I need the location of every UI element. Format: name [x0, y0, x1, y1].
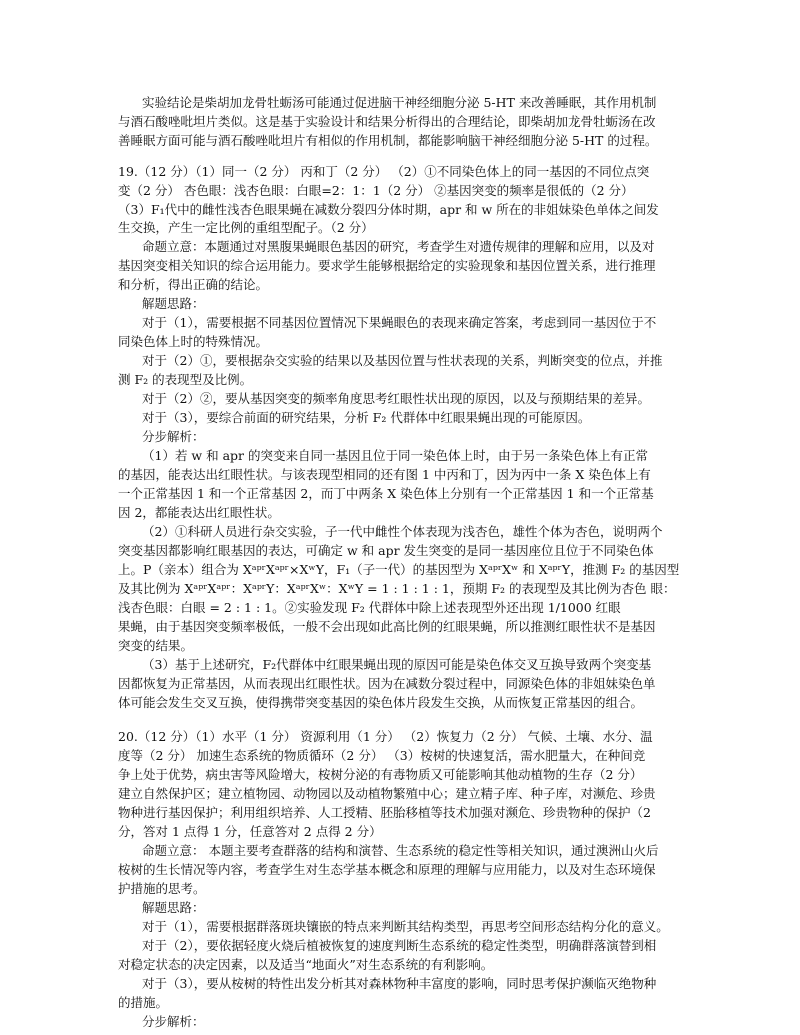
text-line: 对于（1），需要根据群落斑块镶嵌的特点来判断其结构类型，再思考空间形态结构分化的意义。	[142, 919, 669, 934]
text-line: 上。P（亲本）组合为 XᵃᵖʳXᵃᵖʳ×XʷY，F₁（子一代）的基因型为 XᵃᵖʳXʷ 和 XᵃᵖʳY，推测 F₂ 的基因型	[118, 562, 680, 577]
text-line: 度等（2 分） 加速生态系统的物质循环（2 分） （3）桉树的快速复活，需水肥量大，在种间竞	[118, 748, 646, 763]
text-line: 和分析，得出正确的结论。	[118, 277, 269, 292]
text-line: 分步解析：	[142, 429, 205, 444]
text-line: 分步解析：	[142, 1014, 205, 1029]
text-line: 护措施的思考。	[118, 881, 206, 896]
text-line: （3）F₁代中的雌性浅杏色眼果蝇在减数分裂四分体时期，apr 和 w 所在的非姐妹染色单体之间发	[118, 202, 659, 217]
text-line: （3）基于上述研究，F₂代群体中红眼果蝇出现的原因可能是染色体交叉互换导致两个突变基	[142, 657, 652, 672]
text-line: 对于（3），要综合前面的研究结果，分析 F₂ 代群体中红眼果蝇出现的可能原因。	[142, 410, 591, 425]
text-line: 因 2，都能表达出红眼性状。	[118, 505, 280, 520]
text-line: （1）若 w 和 apr 的突变来自同一基因且位于同一染色体上时，由于另一条染色体上有正常	[142, 448, 648, 463]
text-line: 浅杏色眼：白眼 = 2 : 1 : 1。②实验发现 F₂ 代群体中除上述表现型外还出现 1/1000 红眼	[118, 600, 621, 615]
text-line: 建立自然保护区；建立植物园、动物园以及动植物繁殖中心；建立精子库、种子库，对濒危、珍贵	[118, 786, 656, 801]
text-line: 对于（2），要依据轻度火烧后植被恢复的速度判断生态系统的稳定性类型，明确群落演替到相	[142, 938, 657, 953]
text-line: 对稳定状态的决定因素，以及适当“地面火”对生态系统的有利影响。	[118, 957, 494, 972]
text-line: 变（2 分） 杏色眼：浅杏色眼：白眼=2：1：1（2 分） ②基因突变的频率是很低的（2 分）	[118, 183, 634, 198]
text-line: （2）①科研人员进行杂交实验，子一代中雌性个体表现为浅杏色，雄性个体为杏色，说明两个	[142, 524, 663, 539]
text-line: 与酒石酸唑吡坦片类似。这是基于实验设计和结果分析得出的合理结论，即柴胡加龙骨牡蛎汤在改	[118, 114, 656, 129]
text-line: 因都恢复为正常基因，从而表现出红眼性状。因为在减数分裂过程中，同源染色体的非姐妹染色单	[118, 676, 656, 691]
text-line: 体可能会发生交叉互换，使得携带突变基因的染色体片段发生交换，从而恢复正常基因的组合。	[118, 695, 644, 710]
text-line: 的措施。	[118, 995, 169, 1010]
text-line: 实验结论是柴胡加龙骨牡蛎汤可能通过促进脑干神经细胞分泌 5-HT 来改善睡眠，其作用机制	[142, 95, 657, 110]
text-line: 解题思路：	[142, 900, 205, 915]
text-line: 物种进行基因保护；利用组织培养、人工授精、胚胎移植等技术加强对濒危、珍贵物种的保护（2	[118, 805, 651, 820]
text-line: 一个正常基因 1 和一个正常基因 2，而丁中两条 X 染色体上分别有一个正常基因 1 和一个正常基	[118, 486, 654, 501]
text-line: 对于（3），要从桉树的特性出发分析其对森林物种丰富度的影响，同时思考保护濒临灭绝物种	[142, 976, 657, 991]
text-line: 生交换，产生一定比例的重组型配子。（2 分）	[118, 220, 374, 235]
text-line: 突变的结果。	[118, 638, 194, 653]
text-line: 命题立意： 本题主要考查群落的结构和演替、生态系统的稳定性等相关知识，通过澳洲山火后	[142, 843, 659, 858]
text-line: 对于（2）②，要从基因突变的频率角度思考红眼性状出现的原因，以及与预期结果的差异。	[142, 391, 650, 406]
text-line: 及其比例为 XᵃᵖʳXᵃᵖʳ：XᵃᵖʳY：XᵃᵖʳXʷ：XʷY = 1 : 1 : 1 : 1，预期 F₂ 的表现型及其比例为杏色 眼：	[118, 581, 676, 596]
text-line: 测 F₂ 的表现型及比例。	[118, 372, 253, 387]
text-line: 果蝇，由于基因突变频率极低，一般不会出现如此高比例的红眼果蝇，所以推测红眼性状不是基因	[118, 619, 656, 634]
text-line: 19.（12 分）（1）同一（2 分） 丙和丁（2 分） （2）①不同染色体上的同一基因的不同位点突	[118, 164, 650, 179]
text-line: 基因突变相关知识的综合运用能力。要求学生能够根据给定的实验现象和基因位置关系，进行推理	[118, 258, 656, 273]
text-line: 争上处于优势，病虫害等风险增大，桉树分泌的有毒物质又可能影响其他动植物的生存（2 分）	[118, 767, 643, 782]
text-line: 对于（1），需要根据不同基因位置情况下果蝇眼色的表现来确定答案，考虑到同一基因位于不	[142, 315, 657, 330]
text-line: 突变基因都影响红眼基因的表达，可确定 w 和 apr 发生突变的是同一基因座位且位于不同染色体	[118, 543, 654, 558]
text-line: 对于（2）①，要根据杂交实验的结果以及基因位置与性状表现的关系，判断突变的位点，并推	[142, 353, 663, 368]
text-line: 解题思路：	[142, 296, 205, 311]
text-line: 同染色体上时的特殊情况。	[118, 334, 269, 349]
text-line: 分，答对 1 点得 1 分，任意答对 2 点得 2 分）	[118, 824, 382, 839]
text-line: 20.（12 分）（1）水平（1 分） 资源利用（1 分） （2）恢复力（2 分） 气候、土壤、水分、温	[118, 729, 653, 744]
text-line: 桉树的生长情况等内容，考查学生对生态学基本概念和原理的理解与应用能力，以及对生态环境保	[118, 862, 656, 877]
text-line: 善睡眠方面可能与酒石酸唑吡坦片有相似的作用机制，都能影响脑干神经细胞分泌 5-HT 的过程。	[118, 133, 658, 148]
text-line: 命题立意：本题通过对黑腹果蝇眼色基因的研究，考查学生对遗传规律的理解和应用，以及对	[142, 239, 655, 254]
text-line: 的基因，能表达出红眼性状。与该表现型相同的还有图 1 中丙和丁，因为丙中一条 X 染色体上有	[118, 467, 651, 482]
